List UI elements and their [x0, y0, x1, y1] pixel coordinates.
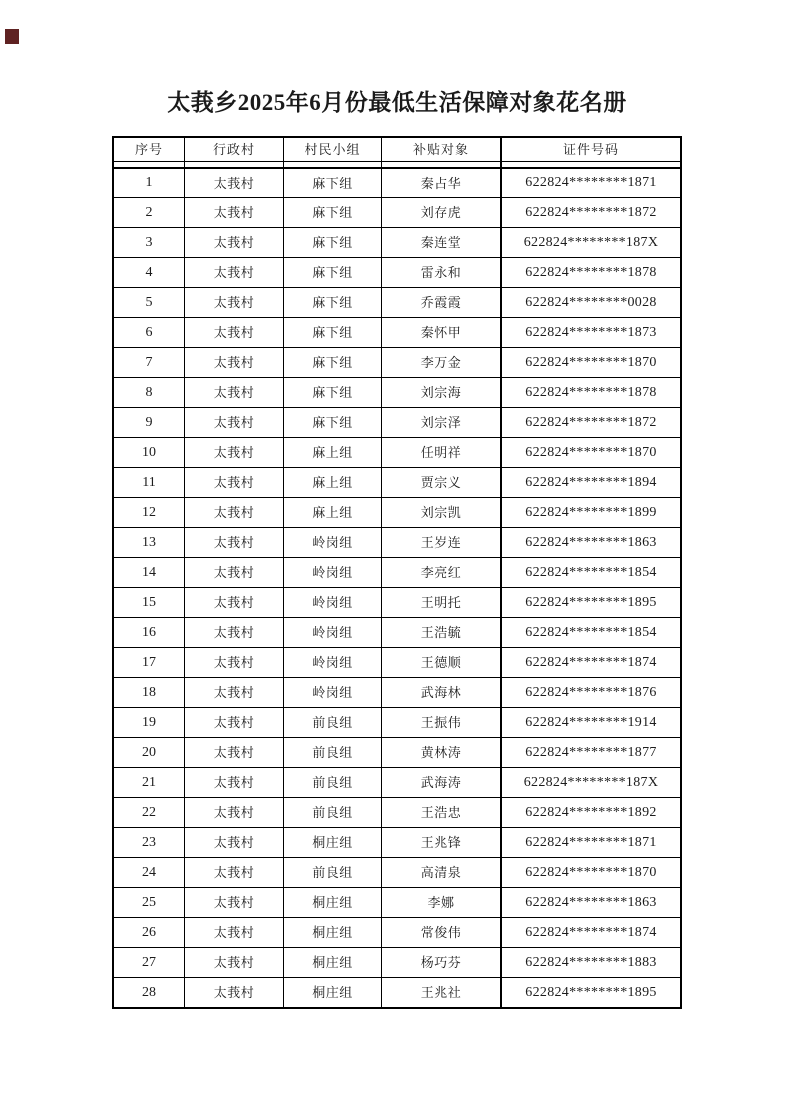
recipient-cell: 王明托 — [382, 588, 502, 617]
table-row — [114, 257, 680, 287]
row-number-cell: 1 — [114, 169, 185, 197]
village-cell: 太莪村 — [185, 498, 284, 527]
column-header-index: 序号 — [114, 138, 185, 161]
table-row — [114, 767, 680, 797]
table-row — [114, 467, 680, 497]
village-cell: 太莪村 — [185, 169, 284, 197]
recipient-cell: 王兆锋 — [382, 828, 502, 857]
group-cell: 前良组 — [284, 738, 382, 767]
row-number-cell: 2 — [114, 198, 185, 227]
row-number-cell: 3 — [114, 228, 185, 257]
id-number-cell: 622824********1876 — [525, 684, 657, 700]
village-cell: 太莪村 — [185, 618, 284, 647]
id-number-cell: 622824********1854 — [525, 564, 657, 580]
table-row — [114, 887, 680, 917]
recipient-cell: 刘宗海 — [382, 378, 502, 407]
group-cell: 岭岗组 — [284, 618, 382, 647]
group-cell: 桐庄组 — [284, 978, 382, 1007]
group-cell: 岭岗组 — [284, 588, 382, 617]
village-cell: 太莪村 — [185, 438, 284, 467]
village-cell: 太莪村 — [185, 978, 284, 1007]
id-number-cell: 622824********1871 — [525, 175, 657, 190]
id-number-cell: 622824********1895 — [525, 594, 657, 610]
column-header-id-number: 证件号码 — [562, 142, 619, 157]
row-number-cell: 19 — [114, 708, 185, 737]
table-row — [114, 797, 680, 827]
table-row — [114, 227, 680, 257]
village-cell: 太莪村 — [185, 378, 284, 407]
group-cell: 麻下组 — [284, 408, 382, 437]
recipient-cell: 王兆社 — [382, 978, 502, 1007]
row-number-cell: 16 — [114, 618, 185, 647]
village-cell: 太莪村 — [185, 408, 284, 437]
table-row — [114, 707, 680, 737]
village-cell: 太莪村 — [185, 738, 284, 767]
row-number-cell: 28 — [114, 978, 185, 1007]
row-number-cell: 5 — [114, 288, 185, 317]
row-number-cell: 14 — [114, 558, 185, 587]
village-cell: 太莪村 — [185, 228, 284, 257]
recipient-cell: 李娜 — [382, 888, 502, 917]
spacer-cell — [502, 162, 680, 167]
recipient-cell: 刘宗泽 — [382, 408, 502, 437]
table-row — [114, 977, 680, 1007]
group-cell: 麻上组 — [284, 498, 382, 527]
group-cell: 麻下组 — [284, 169, 382, 197]
village-cell: 太莪村 — [185, 258, 284, 287]
recipient-cell: 武海林 — [382, 678, 502, 707]
row-number-cell: 24 — [114, 858, 185, 887]
recipient-cell: 秦连堂 — [382, 228, 502, 257]
group-cell: 岭岗组 — [284, 648, 382, 677]
village-cell: 太莪村 — [185, 828, 284, 857]
recipient-cell: 高清泉 — [382, 858, 502, 887]
village-cell: 太莪村 — [185, 948, 284, 977]
recipient-cell: 李万金 — [382, 348, 502, 377]
recipient-cell: 秦占华 — [382, 169, 502, 197]
row-number-cell: 8 — [114, 378, 185, 407]
id-number-cell: 622824********1878 — [525, 264, 657, 280]
id-number-cell: 622824********1914 — [525, 714, 657, 730]
group-cell: 麻下组 — [284, 318, 382, 347]
village-cell: 太莪村 — [185, 918, 284, 947]
group-cell: 桐庄组 — [284, 948, 382, 977]
column-header-group: 村民小组 — [284, 138, 382, 161]
village-cell: 太莪村 — [185, 798, 284, 827]
village-cell: 太莪村 — [185, 648, 284, 677]
village-cell: 太莪村 — [185, 678, 284, 707]
row-number-cell: 10 — [114, 438, 185, 467]
id-number-cell: 622824********1878 — [525, 384, 657, 400]
table-row — [114, 737, 680, 767]
table-row — [114, 827, 680, 857]
recipient-cell: 常俊伟 — [382, 918, 502, 947]
group-cell: 桐庄组 — [284, 918, 382, 947]
village-cell: 太莪村 — [185, 348, 284, 377]
table-row — [114, 857, 680, 887]
recipient-cell: 王岁连 — [382, 528, 502, 557]
group-cell: 前良组 — [284, 708, 382, 737]
village-cell: 太莪村 — [185, 888, 284, 917]
village-cell: 太莪村 — [185, 468, 284, 497]
group-cell: 前良组 — [284, 768, 382, 797]
recipient-cell: 王德顺 — [382, 648, 502, 677]
table-row — [114, 917, 680, 947]
spacer-cell — [284, 162, 382, 167]
row-number-cell: 26 — [114, 918, 185, 947]
table-row — [114, 287, 680, 317]
village-cell: 太莪村 — [185, 528, 284, 557]
group-cell: 前良组 — [284, 858, 382, 887]
recipient-cell: 李亮红 — [382, 558, 502, 587]
village-cell: 太莪村 — [185, 858, 284, 887]
group-cell: 岭岗组 — [284, 678, 382, 707]
id-number-cell: 622824********0028 — [525, 294, 657, 310]
header-divider-gap — [114, 162, 680, 167]
table-row — [114, 167, 680, 197]
table-row — [114, 617, 680, 647]
village-cell: 太莪村 — [185, 708, 284, 737]
table-row — [114, 497, 680, 527]
row-number-cell: 7 — [114, 348, 185, 377]
spacer-cell — [185, 162, 284, 167]
row-number-cell: 17 — [114, 648, 185, 677]
village-cell: 太莪村 — [185, 288, 284, 317]
row-number-cell: 22 — [114, 798, 185, 827]
recipient-cell: 王振伟 — [382, 708, 502, 737]
id-number-cell: 622824********1883 — [525, 954, 657, 970]
group-cell: 麻下组 — [284, 198, 382, 227]
group-cell: 麻下组 — [284, 348, 382, 377]
id-number-cell: 622824********1870 — [525, 354, 657, 370]
recipient-cell: 武海涛 — [382, 768, 502, 797]
row-number-cell: 21 — [114, 768, 185, 797]
id-number-cell: 622824********1892 — [525, 804, 657, 820]
table-header-row — [114, 138, 680, 162]
table-row — [114, 377, 680, 407]
recipient-cell: 乔霞霞 — [382, 288, 502, 317]
roster-table — [112, 136, 682, 1009]
row-number-cell: 27 — [114, 948, 185, 977]
table-row — [114, 647, 680, 677]
row-number-cell: 9 — [114, 408, 185, 437]
recipient-cell: 刘存虎 — [382, 198, 502, 227]
group-cell: 麻下组 — [284, 378, 382, 407]
village-cell: 太莪村 — [185, 588, 284, 617]
row-number-cell: 15 — [114, 588, 185, 617]
table-row — [114, 527, 680, 557]
recipient-cell: 杨巧芬 — [382, 948, 502, 977]
group-cell: 前良组 — [284, 798, 382, 827]
spacer-cell — [382, 162, 502, 167]
row-number-cell: 12 — [114, 498, 185, 527]
id-number-cell: 622824********1863 — [525, 894, 657, 910]
row-number-cell: 25 — [114, 888, 185, 917]
group-cell: 麻下组 — [284, 288, 382, 317]
page-title: 太莪乡2025年6月份最低生活保障对象花名册 — [167, 90, 627, 115]
table-body — [114, 167, 680, 1007]
id-number-cell: 622824********187X — [523, 234, 659, 250]
id-number-cell: 622824********1894 — [525, 474, 657, 490]
id-number-cell: 622824********1854 — [525, 624, 657, 640]
group-cell: 岭岗组 — [284, 558, 382, 587]
village-cell: 太莪村 — [185, 198, 284, 227]
table-row — [114, 347, 680, 377]
column-header-recipient: 补贴对象 — [382, 138, 502, 161]
recipient-cell: 黄林涛 — [382, 738, 502, 767]
column-header-village: 行政村 — [185, 138, 284, 161]
recipient-cell: 秦怀甲 — [382, 318, 502, 347]
corner-mark — [5, 29, 19, 44]
id-number-cell: 622824********1873 — [525, 324, 657, 340]
village-cell: 太莪村 — [185, 318, 284, 347]
row-number-cell: 6 — [114, 318, 185, 347]
recipient-cell: 刘宗凯 — [382, 498, 502, 527]
village-cell: 太莪村 — [185, 558, 284, 587]
table-row — [114, 947, 680, 977]
id-number-cell: 622824********1874 — [525, 654, 657, 670]
group-cell: 麻上组 — [284, 438, 382, 467]
recipient-cell: 王浩毓 — [382, 618, 502, 647]
row-number-cell: 20 — [114, 738, 185, 767]
recipient-cell: 任明祥 — [382, 438, 502, 467]
table-row — [114, 317, 680, 347]
table-row — [114, 677, 680, 707]
group-cell: 麻下组 — [284, 258, 382, 287]
row-number-cell: 11 — [114, 468, 185, 497]
table-row — [114, 437, 680, 467]
id-number-cell: 622824********1895 — [525, 984, 657, 1000]
id-number-cell: 622824********1870 — [525, 864, 657, 880]
id-number-cell: 622824********1872 — [525, 414, 657, 430]
recipient-cell: 王浩忠 — [382, 798, 502, 827]
row-number-cell: 18 — [114, 678, 185, 707]
recipient-cell: 雷永和 — [382, 258, 502, 287]
id-number-cell: 622824********1899 — [525, 504, 657, 520]
id-number-cell: 622824********187X — [523, 774, 659, 790]
id-number-cell: 622824********1874 — [525, 924, 657, 940]
group-cell: 麻上组 — [284, 468, 382, 497]
row-number-cell: 4 — [114, 258, 185, 287]
group-cell: 桐庄组 — [284, 888, 382, 917]
id-number-cell: 622824********1877 — [525, 744, 657, 760]
row-number-cell: 13 — [114, 528, 185, 557]
group-cell: 岭岗组 — [284, 528, 382, 557]
group-cell: 桐庄组 — [284, 828, 382, 857]
id-number-cell: 622824********1863 — [525, 534, 657, 550]
id-number-cell: 622824********1870 — [525, 444, 657, 460]
id-number-cell: 622824********1872 — [525, 204, 657, 220]
row-number-cell: 23 — [114, 828, 185, 857]
id-number-cell: 622824********1871 — [525, 834, 657, 850]
recipient-cell: 贾宗义 — [382, 468, 502, 497]
spacer-cell — [114, 162, 185, 167]
table-row — [114, 407, 680, 437]
village-cell: 太莪村 — [185, 768, 284, 797]
table-row — [114, 587, 680, 617]
group-cell: 麻下组 — [284, 228, 382, 257]
table-row — [114, 197, 680, 227]
table-row — [114, 557, 680, 587]
